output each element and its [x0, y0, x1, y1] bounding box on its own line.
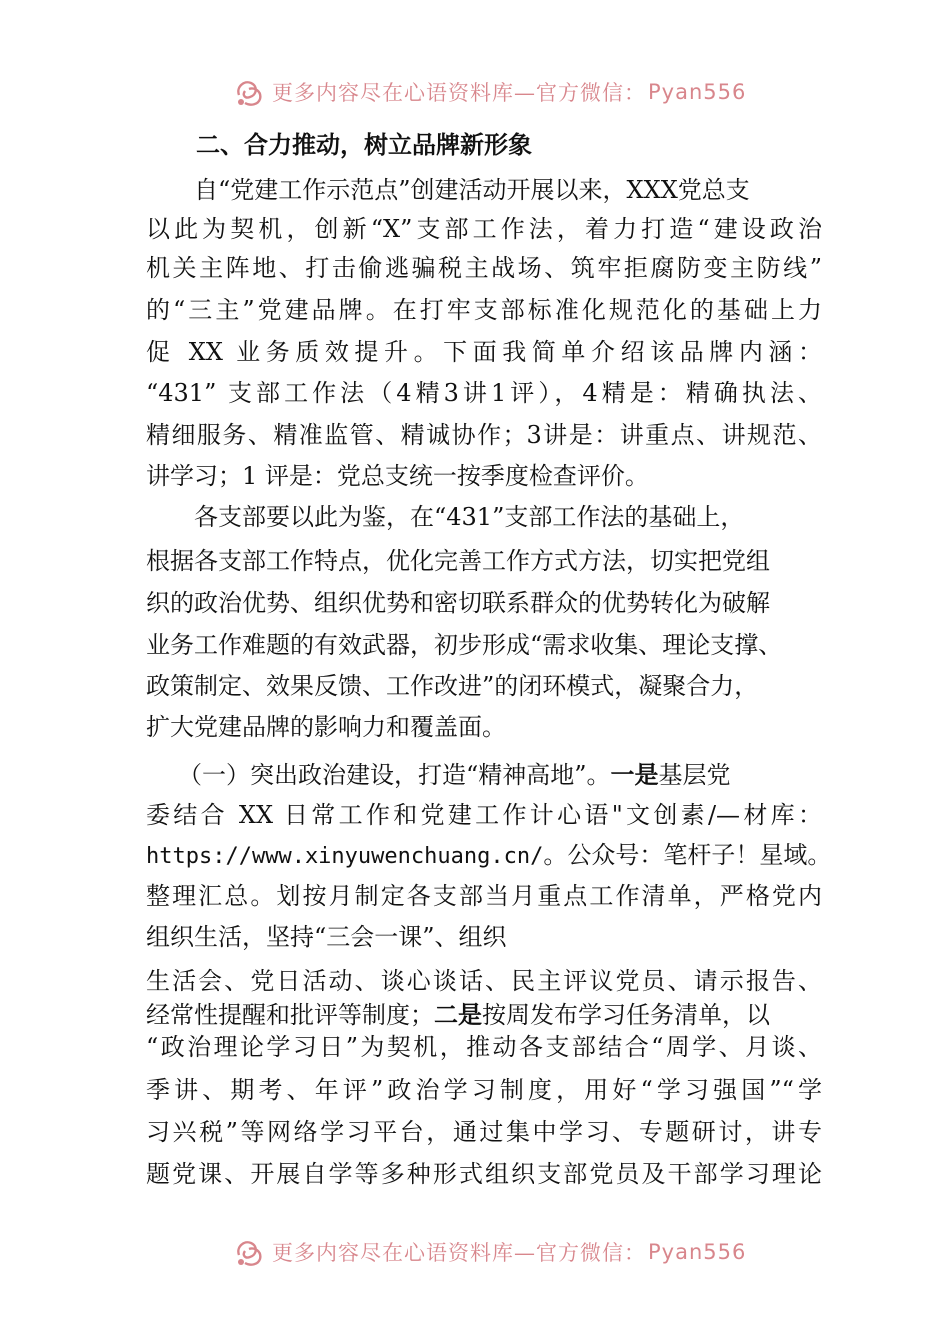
para3-line-9: 季讲、期考、年评”政治学习制度，用好“学习强国”“学	[146, 1076, 822, 1104]
para1-line-5: 促 XX 业务质效提升。下面我简单介绍该品牌内涵：	[146, 338, 822, 366]
para3-line-3	[146, 840, 831, 870]
para2-line-2: 根据各支部工作特点，优化完善工作方式方法，切实把党组	[146, 547, 770, 575]
para1-line-7: 精细服务、精准监管、精诚协作；3讲是：讲重点、讲规范、	[146, 421, 822, 449]
watermark-top	[232, 72, 752, 112]
watermark-bottom	[232, 1232, 752, 1272]
para3-line-1-rest: 基层党	[658, 761, 731, 789]
para3-line-3-rest: 。公众号：笔杆子！星域。	[543, 841, 832, 869]
point-one-label: 一是	[610, 761, 659, 789]
para1-line-6: “431” 支部工作法（4精3讲1评），4精是：精确执法、	[146, 379, 822, 407]
para3-line-2: 委结合 XX 日常工作和党建工作计心语"文创素/—材库：	[146, 801, 822, 829]
para1-line-4: 的“三主”党建品牌。在打牢支部标准化规范化的基础上力	[146, 296, 822, 324]
watermark-text: 更多内容尽在心语资料库—官方微信：	[272, 81, 646, 105]
brand-logo-icon	[232, 1235, 266, 1269]
watermark-text: 更多内容尽在心语资料库—官方微信：	[272, 1241, 646, 1265]
para1-line-1: 自“党建工作示范点”创建活动开展以来，XXX党总支	[194, 176, 750, 204]
para3-line-6: 生活会、党日活动、谈心谈话、民主评议党员、请示报告、	[146, 967, 822, 995]
para2-line-3: 织的政治优势、组织优势和密切联系群众的优势转化为破解	[146, 589, 770, 617]
brand-logo-icon	[232, 75, 266, 109]
point-two-label: 二是	[434, 1001, 482, 1029]
para2-line-6: 扩大党建品牌的影响力和覆盖面。	[146, 713, 506, 741]
para3-line-4: 整理汇总。划按月制定各支部当月重点工作清单，严格党内	[146, 882, 822, 910]
para1-line-2: 以此为契机，创新“X”支部工作法，着力打造“建设政治	[146, 215, 822, 243]
watermark-wechat-id: Pyan556	[648, 80, 747, 104]
para2-line-1: 各支部要以此为鉴，在“431”支部工作法的基础上，	[194, 503, 745, 531]
subsection-title: （一）突出政治建设，打造“精神高地”。	[178, 761, 611, 789]
para2-line-4: 业务工作难题的有效武器，初步形成“需求收集、理论支撑、	[146, 631, 783, 659]
para3-line-11: 题党课、开展自学等多种形式组织支部党员及干部学习理论	[146, 1160, 822, 1188]
para2-line-5: 政策制定、效果反馈、工作改进”的闭环模式，凝聚合力，	[146, 672, 759, 700]
para3-line-1	[178, 760, 731, 790]
para3-line-7-a: 经常性提醒和批评等制度；	[146, 1001, 434, 1029]
watermark-wechat-id: Pyan556	[648, 1240, 747, 1264]
para3-line-7	[146, 1000, 822, 1030]
para3-line-8: “政治理论学习日”为契机，推动各支部结合“周学、月谈、	[146, 1033, 822, 1061]
para3-line-10: 习兴税”等网络学习平台，通过集中学习、专题研讨，讲专	[146, 1118, 822, 1146]
para1-line-3: 机关主阵地、打击偷逃骗税主战场、筑牢拒腐防变主防线”	[146, 254, 822, 282]
section-heading: 二、合力推动，树立品牌新形象	[196, 131, 532, 159]
source-url: https://www.xinyuwenchuang.cn/	[146, 844, 544, 869]
para3-line-5: 组织生活，坚持“三会一课”、组织	[146, 923, 507, 951]
para3-line-7-c: 按周发布学习任务清单，以	[482, 1001, 770, 1029]
para1-line-8: 讲学习；1 评是：党总支统一按季度检查评价。	[146, 462, 649, 490]
